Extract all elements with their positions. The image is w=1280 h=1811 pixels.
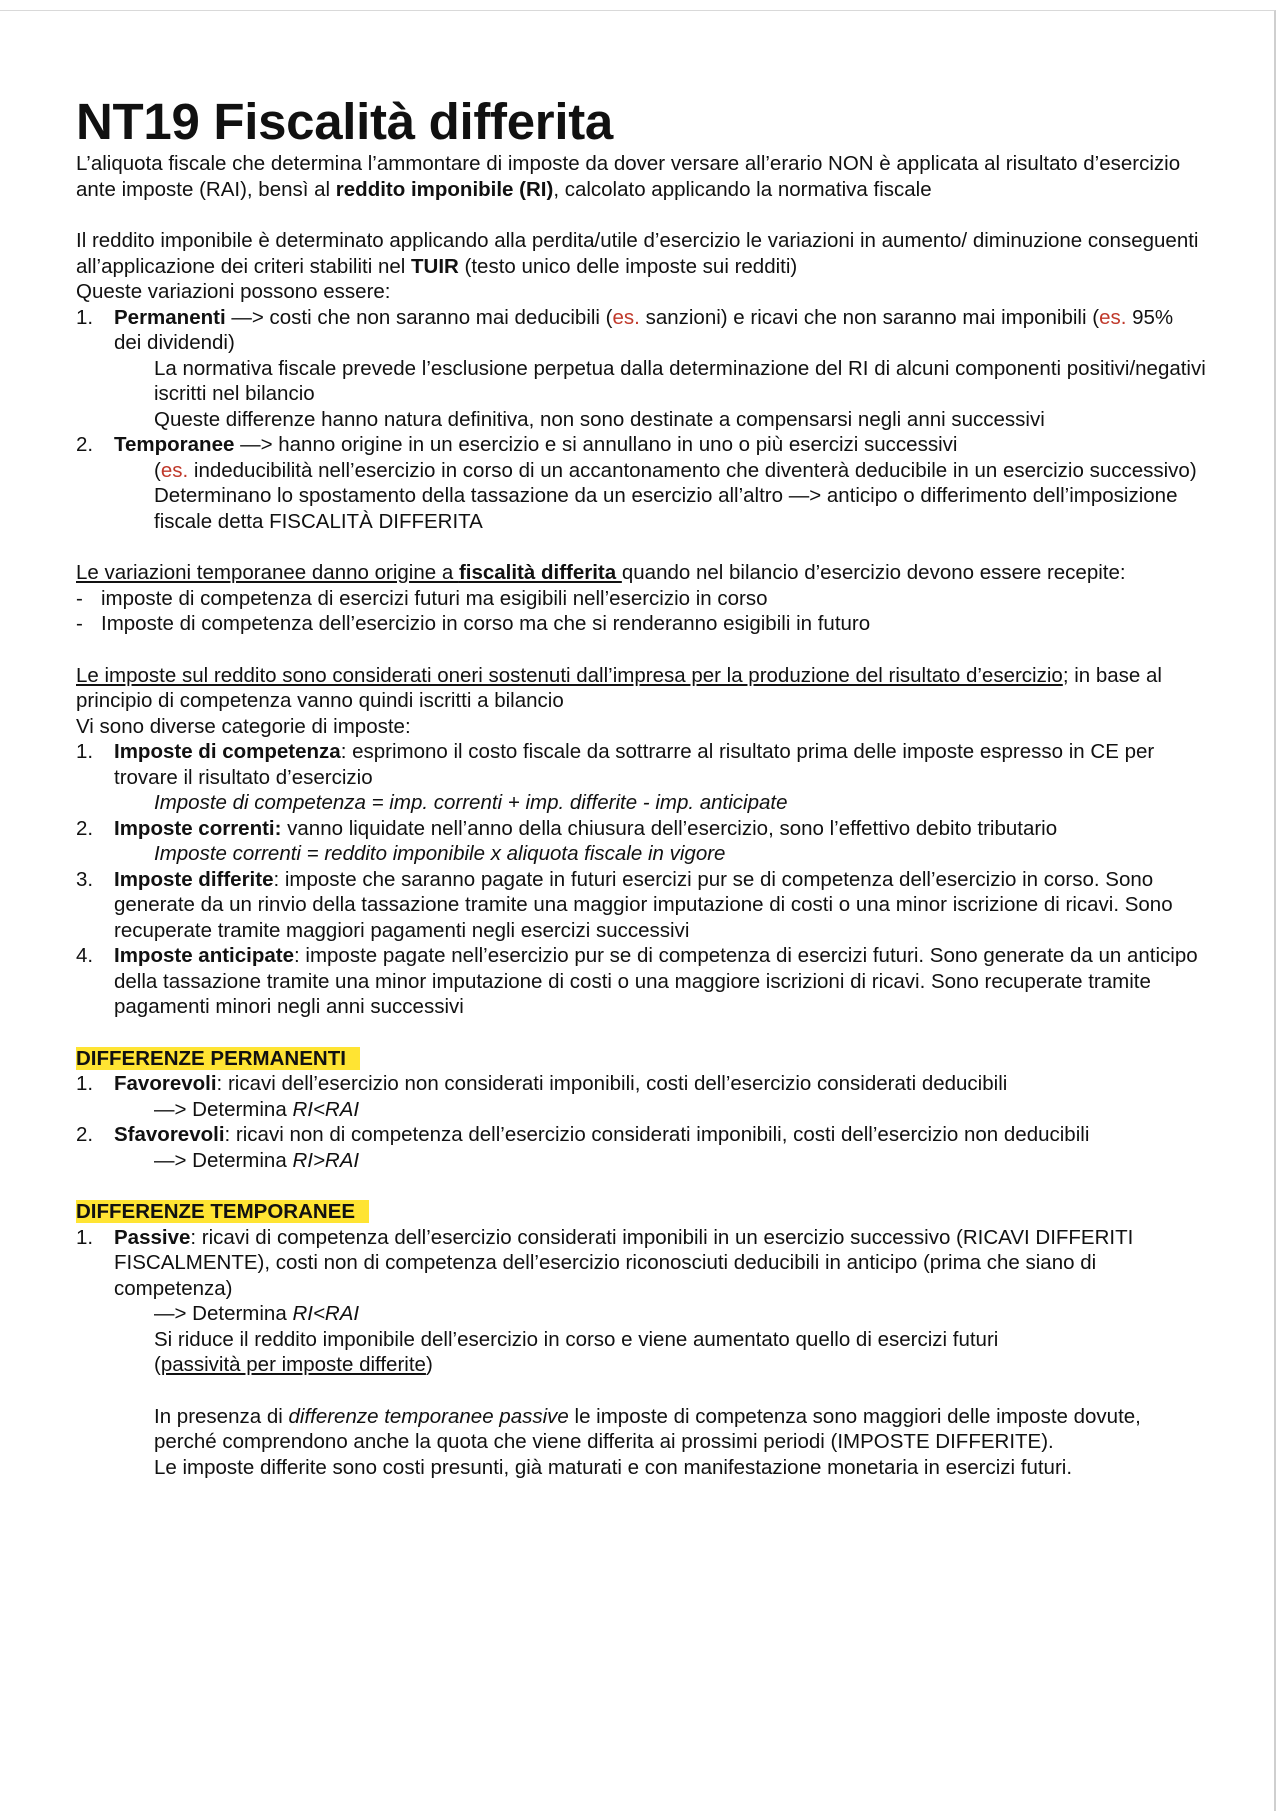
categories-list [76,739,1206,1020]
determina-line: —> Determina RI<RAI [154,1302,360,1325]
diff-temp-heading: DIFFERENZE TEMPORANEE [76,1199,1206,1225]
sub-text: Si riduce il reddito imponibile dell’esercizio in corso e viene aumentato quello di esercizi futuri [154,1327,999,1351]
list-item: 4. Imposte anticipate: imposte pagate nell’esercizio pur se di competenza di esercizi futuri. Sono generate da un anticipo della tassazione tramite una minor imputazione di costi o una maggiore iscrizioni di ricavi. Sono recuperate tramite pagamenti minori negli anni successivi [76,944,1198,1018]
sub-text: Determinano lo spostamento della tassazione da un esercizio all’altro —> anticipo o differimento dell’imposizione fiscale detta FISCALITÀ DIFFERITA [154,484,1178,533]
sub-text: Le imposte differite sono costi presunti, già maturati e con manifestazione monetaria in esercizi futuri. [154,1455,1073,1479]
diff-temp-list [76,1225,1206,1481]
sub-text: In presenza di differenze temporanee passive le imposte di competenza sono maggiori delle imposte dovute, perché comprendono anche la quota che viene differita ai prossimi periodi (IMPOSTE DIFFERITE). [154,1404,1141,1453]
sub-text: Queste differenze hanno natura definitiva, non sono destinate a compensarsi negli anni successivi [154,407,1045,431]
list-item: - imposte di competenza di esercizi futuri ma esigibili nell’esercizio in corso [76,586,768,610]
intro-paragraph-3: Queste variazioni possono essere: [76,280,391,303]
list-item: 1. Permanenti —> costi che non saranno mai deducibili (es. sanzioni) e ricavi che non saranno mai imponibili (es. 95% dei dividendi) [76,305,1174,354]
determina-line: —> Determina RI<RAI [154,1097,360,1121]
document-page [0,10,1276,1811]
temp-list [76,586,1206,637]
list-item: 2. Sfavorevoli: ricavi non di competenza dell’esercizio considerati imponibili, costi dell’esercizio non deducibili [76,1123,1090,1146]
intro-paragraph-1: L’aliquota fiscale che determina l’ammontare di imposte da dover versare all’erario NON è applicata al risultato d’esercizio ante imposte (RAI), bensì al reddito imponibile (RI), calcolato applicando la normativa fiscale [76,152,1181,201]
diff-perm-heading: DIFFERENZE PERMANENTI [76,1046,1206,1072]
formula: Imposte di competenza = imp. correnti + imp. differite - imp. anticipate [154,791,788,814]
diff-perm-list [76,1071,1206,1173]
list-item: 1. Passive: ricavi di competenza dell’esercizio considerati imponibili in un esercizio successivo (RICAVI DIFFERITI FISCALMENTE), costi non di competenza dell’esercizio riconosciuti deducibili in anticipo (prima che siano di competenza) [76,1225,1134,1300]
formula: Imposte correnti = reddito imponibile x aliquota fiscale in vigore [154,842,726,865]
imposte-paragraph: Le imposte sul reddito sono considerati oneri sostenuti dall’impresa per la produzione del risultato d’esercizio; in base al principio di competenza vanno quindi iscritti a bilancio [76,663,1162,712]
document-content [76,93,1206,1480]
sub-text: La normativa fiscale prevede l’esclusione perpetua dalla determinazione del RI di alcuni componenti positivi/negativi iscritti nel bilancio [154,356,1206,405]
list-item: 3. Imposte differite: imposte che saranno pagate in futuri esercizi pur se di competenza dell’esercizio in corso. Sono generate da un rinvio della tassazione tramite una maggior imputazione di costi o una minor iscrizione di ricavi. Sono recuperate tramite maggiori pagamenti negli esercizi successivi [76,867,1173,942]
sub-text: (es. indeducibilità nell’esercizio in corso di un accantonamento che diventerà deducibile in un esercizio successivo) [154,458,1197,482]
list-item: 2. Temporanee —> hanno origine in un esercizio e si annullano in uno o più esercizi successivi [76,433,958,456]
list-item: - Imposte di competenza dell’esercizio in corso ma che si renderanno esigibili in futuro [76,612,871,635]
variations-list [76,305,1206,535]
list-item: 1. Favorevoli: ricavi dell’esercizio non considerati imponibili, costi dell’esercizio considerati deducibili [76,1072,1008,1095]
determina-line: —> Determina RI>RAI [154,1148,360,1172]
sub-text: (passività per imposte differite) [154,1353,433,1376]
intro-paragraph-2: Il reddito imponibile è determinato applicando alla perdita/utile d’esercizio le variazioni in aumento/ diminuzione conseguenti all’applicazione dei criteri stabiliti nel TUIR (testo unico delle imposte sui redditi) [76,229,1199,278]
list-item: 1. Imposte di competenza: esprimono il costo fiscale da sottrarre al risultato prima delle imposte espresso in CE per trovare il risultato d’esercizio [76,740,1155,789]
page-title: NT19 Fiscalità differita [76,93,613,150]
list-item: 2. Imposte correnti: vanno liquidate nell’anno della chiusura dell’esercizio, sono l’effettivo debito tributario [76,816,1058,840]
temp-paragraph: Le variazioni temporanee danno origine a fiscalità differita quando nel bilancio d’esercizio devono essere recepite: [76,561,1126,584]
imposte-categories-intro: Vi sono diverse categorie di imposte: [76,714,411,738]
